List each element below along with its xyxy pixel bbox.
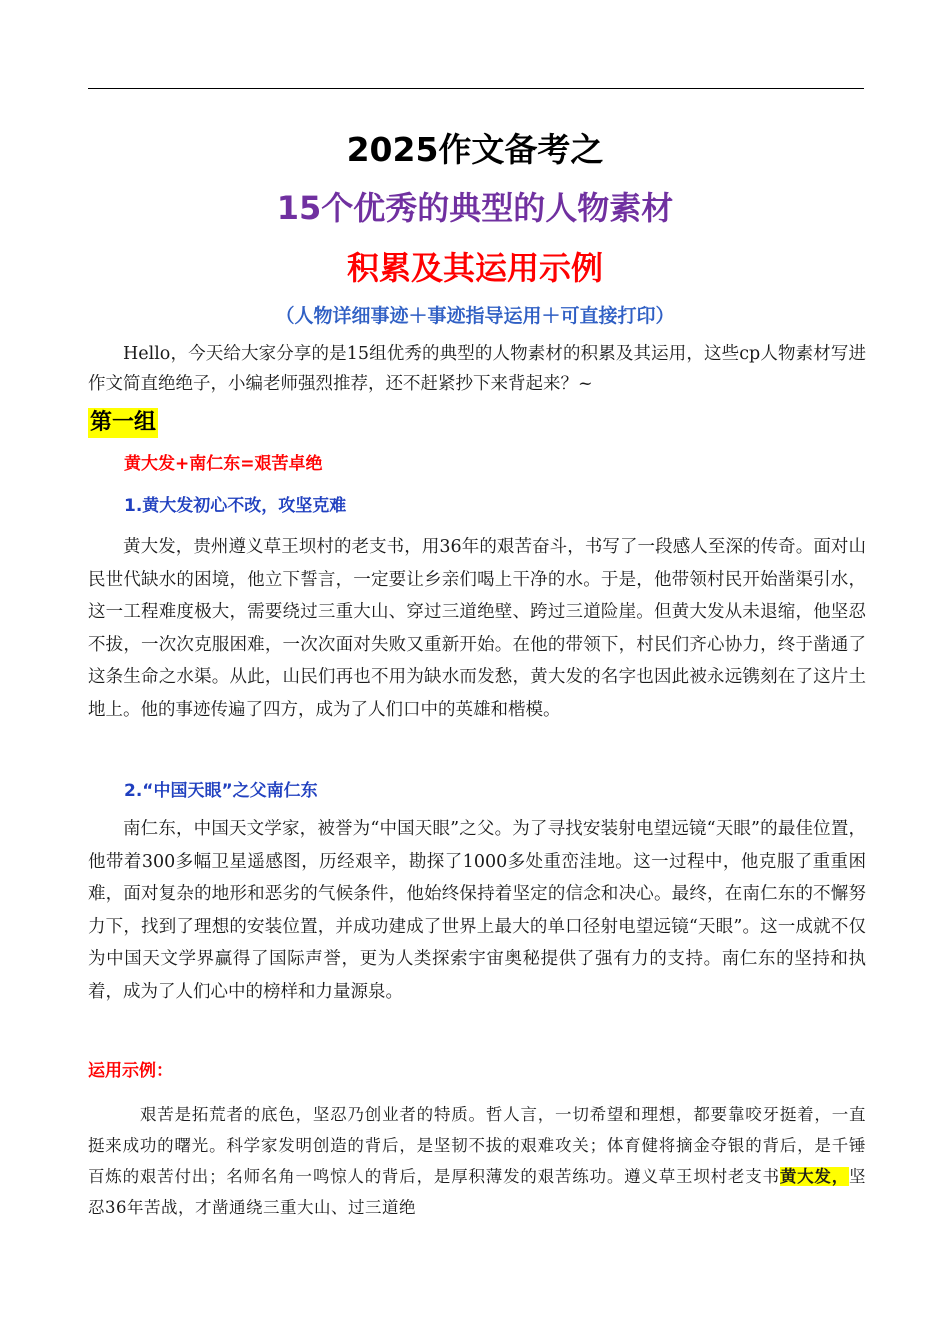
section-body-2: 南仁东，中国天文学家，被誉为“中国天眼”之父。为了寻找安装射电望远镜“天眼”的最佳位置，他带着300多幅卫星遥感图，历经艰辛，勘探了1000多处重峦洼地。这一过程中，他克服了重重困难，面对复杂的地形和恶劣的气候条件，他始终保持着坚定的信念和决心。最终，在南仁东的不懈努力下，找到了理想的安装位置，并成功建成了世界上最大的单口径射电望远镜“天眼”。这一成就不仅为中国天文学界赢得了国际声誉，更为人类探索宇宙奥秘提供了强有力的支持。南仁东的坚持和执着，成为了人们心中的榜样和力量源泉。 [88, 819, 866, 1002]
section-heading-1: 1.黄大发初心不改，攻坚克难 [124, 496, 347, 516]
group-theme: 黄大发+南仁东=艰苦卓绝 [124, 454, 323, 474]
usage-label: 运用示例： [88, 1061, 173, 1081]
group-label: 第一组 [88, 408, 158, 438]
usage-text-before: 艰苦是拓荒者的底色，坚忍乃创业者的特质。哲人言，一切希望和理想，都要靠咬牙挺着，一直挺来成功的曙光。科学家发明创造的背后，是坚韧不拔的艰难攻关；体育健将摘金夺银的背后，是千锤百炼的艰苦付出；名师名角一鸣惊人的背后，是厚积薄发的艰苦练功。遵义草王坝村老支书 [88, 1105, 866, 1186]
page-title: 2025作文备考之 [346, 130, 604, 169]
usage-text-after: 坚忍36年苦战，才凿通绕三重大山、过三道绝 [88, 1167, 866, 1217]
intro-paragraph: Hello，今天给大家分享的是15组优秀的典型的人物素材的积累及其运用，这些cp人物素材写进作文简直绝绝子，小编老师强烈推荐，还不赶紧抄下来背起来？~ [88, 344, 866, 394]
page-subtitle: （人物详细事迹＋事迹指导运用＋可直接打印） [275, 305, 675, 327]
page-title-line3: 积累及其运用示例 [346, 249, 603, 287]
usage-highlight: 黄大发， [779, 1167, 850, 1186]
section-body-1: 黄大发，贵州遵义草王坝村的老支书，用36年的艰苦奋斗，书写了一段感人至深的传奇。面对山民世代缺水的困境，他立下誓言，一定要让乡亲们喝上干净的水。于是，他带领村民开始凿渠引水，这一工程难度极大，需要绕过三重大山、穿过三道绝壁、跨过三道险崖。但黄大发从未退缩，他坚忍不拔，一次次克服困难，一次次面对失败又重新开始。在他的带领下，村民们齐心协力，终于凿通了这条生命之水渠。从此，山民们再也不用为缺水而发愁，黄大发的名字也因此被永远镌刻在了这片土地上。他的事迹传遍了四方，成为了人们口中的英雄和楷模。 [88, 537, 866, 720]
page-title-line2: 15个优秀的典型的人物素材 [276, 189, 674, 227]
section-heading-2: 2.“中国天眼”之父南仁东 [124, 781, 318, 801]
usage-example-text [88, 1099, 866, 1229]
top-rule [88, 88, 864, 89]
